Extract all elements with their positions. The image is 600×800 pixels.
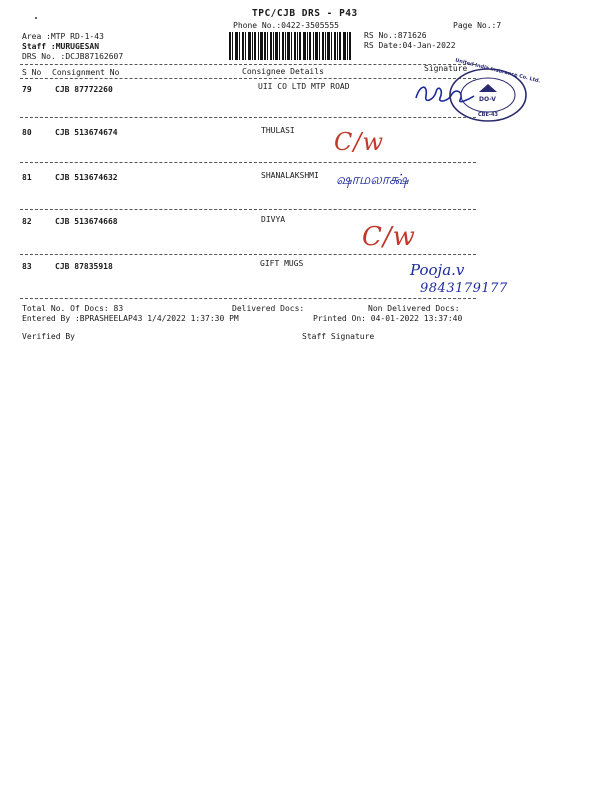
phone-number: Phone No.:0422-3505555 <box>233 21 339 30</box>
header-top-divider <box>20 64 476 65</box>
staff-signature-label: Staff Signature <box>302 332 375 341</box>
total-docs: Total No. Of Docs: 83 <box>22 304 124 313</box>
row-83-consignment: CJB 87835918 <box>55 262 113 271</box>
row-81-consignee: SHANALAKSHMI <box>261 171 319 180</box>
row-82-handwritten-note: C/w <box>362 222 416 252</box>
scan-speck <box>35 17 37 19</box>
stamp-text-top: United India Insurance Co. Ltd. <box>454 57 541 85</box>
header-bottom-divider <box>20 78 476 79</box>
stamp-text-center: DO-V <box>479 96 496 103</box>
staff-label: Staff :MURUGESAN <box>22 42 100 51</box>
column-header-signature: Signature <box>424 64 468 73</box>
row-divider <box>20 117 476 118</box>
row-83-handwritten-name: Pooja.v <box>410 261 465 279</box>
page-number: Page No.:7 <box>453 21 502 30</box>
row-divider <box>20 162 476 163</box>
row-83-sno: 83 <box>22 262 32 271</box>
row-divider <box>20 209 476 210</box>
entered-by: Entered By :BPRASHEELAP43 1/4/2022 1:37:30 PM <box>22 314 239 323</box>
row-79-consignment: CJB 87772260 <box>55 85 113 94</box>
column-header-consignee: Consignee Details <box>242 67 324 76</box>
row-81-handwritten-signature: ஷாமலாக்ஷ் <box>336 172 409 188</box>
row-80-handwritten-note: C/w <box>334 128 384 156</box>
document-title: TPC/CJB DRS - P43 <box>252 8 358 19</box>
row-82-consignee: DIVYA <box>261 215 286 224</box>
row-82-sno: 82 <box>22 217 32 226</box>
row-divider <box>20 254 476 255</box>
non-delivered-docs-label: Non Delivered Docs: <box>368 304 460 313</box>
delivered-docs-label: Delivered Docs: <box>232 304 305 313</box>
row-divider <box>20 298 476 299</box>
column-header-sno: S No <box>22 68 42 77</box>
row-83-handwritten-phone: 9843179177 <box>420 281 508 296</box>
area-label: Area :MTP RD-1-43 <box>22 32 104 41</box>
rs-number: RS No.:871626 <box>364 31 427 40</box>
barcode <box>229 32 351 60</box>
row-80-sno: 80 <box>22 128 32 137</box>
row-81-consignment: CJB 513674632 <box>55 173 118 182</box>
stamp-text-bottom: CBE-43 <box>478 112 498 118</box>
drs-number: DRS No. :DCJB87162607 <box>22 52 124 61</box>
column-header-consignment: Consignment No <box>52 68 120 77</box>
row-82-consignment: CJB 513674668 <box>55 217 118 226</box>
row-81-sno: 81 <box>22 173 32 182</box>
printed-on: Printed On: 04-01-2022 13:37:40 <box>313 314 463 323</box>
rs-date: RS Date:04-Jan-2022 <box>364 41 456 50</box>
row-83-consignee: GIFT MUGS <box>260 259 304 268</box>
row-79-sno: 79 <box>22 85 32 94</box>
row-80-consignment: CJB 513674674 <box>55 128 118 137</box>
verified-by-label: Verified By <box>22 332 75 341</box>
row-79-consignee: UII CO LTD MTP ROAD <box>258 82 350 91</box>
row-80-consignee: THULASI <box>261 126 295 135</box>
